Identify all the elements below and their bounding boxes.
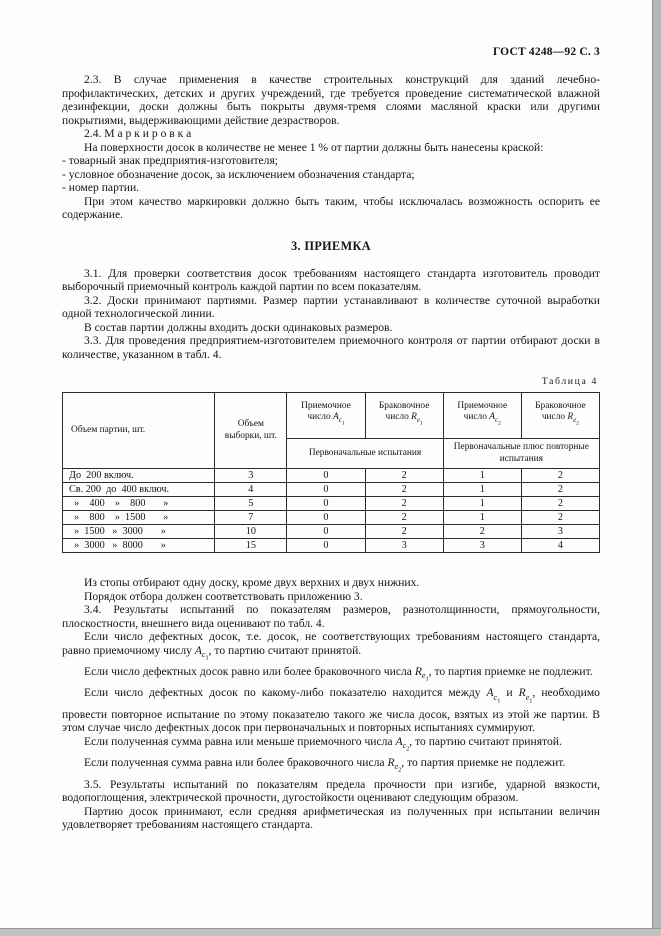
math-subscript: e — [573, 416, 577, 425]
page-header-doc-ref: ГОСТ 4248—92 С. 3 — [492, 46, 600, 58]
math-subscript-index: 1 — [205, 654, 209, 662]
header-label: Приемочное число — [457, 400, 508, 423]
cell-Ac1: 0 — [287, 539, 365, 553]
table-row — [63, 497, 600, 511]
table-caption: Таблица 4 — [541, 376, 598, 387]
cell-Re1: 3 — [365, 539, 443, 553]
list-item-batch-number: - номер партии. — [62, 181, 140, 194]
math-symbol: A — [489, 412, 495, 423]
cell-sample-size: 3 — [215, 469, 287, 483]
text-segment: Если полученная сумма равна или меньше приемочного числа — [84, 734, 396, 748]
math-subscript: c — [495, 416, 499, 425]
math-subscript-index: 1 — [529, 697, 533, 705]
cell-sample-size: 5 — [215, 497, 287, 511]
math-symbol: R — [518, 686, 526, 700]
paragraph-3-3: 3.3. Для проведения предприятием-изготовителем приемочного контроля от партии отбирают доски в количестве, указанном в табл. 4. — [62, 334, 600, 361]
col-header-acceptance-number-2 — [443, 393, 521, 439]
math-subscript: e — [416, 416, 420, 425]
cell-party-range: » 1500 » 3000 » — [63, 525, 215, 539]
math-symbol: A — [486, 686, 494, 700]
math-Ac2 — [395, 734, 410, 753]
cell-Ac2: 1 — [443, 511, 521, 525]
cell-Ac2: 1 — [443, 469, 521, 483]
math-Re1 — [518, 686, 533, 705]
math-subscript: c — [493, 692, 498, 702]
paragraph-sum-less-Ac2 — [62, 735, 600, 756]
cell-Re2: 2 — [521, 497, 599, 511]
math-symbol: A — [395, 734, 403, 748]
cell-sample-size: 4 — [215, 483, 287, 497]
paragraph-2-3: 2.3. В случае применения в качестве строительных конструкций для зданий лечебно-профилактических, детских и других учреждений, где требуется проведение систематической влажной дезинфекции, доски должны быть покрыты двумя-тремя слоями масляной краски или другими покрытиями, выдерживающими действие дезрастворов. — [62, 73, 600, 127]
math-symbol: R — [387, 756, 395, 770]
col-header-initial-plus-repeat-tests: Первоначальные плюс повторные испытания — [443, 439, 599, 469]
math-Re2 — [387, 756, 402, 775]
cell-Ac1: 0 — [287, 511, 365, 525]
cell-Ac1: 0 — [287, 525, 365, 539]
cell-party-range: Св. 200 до 400 включ. — [63, 483, 215, 497]
paragraph-3-1: 3.1. Для проверки соответствия досок требованиям настоящего стандарта изготовитель проводит выборочный приемочный контроль каждой партии по всем показателям. — [62, 266, 600, 293]
math-Ac1 — [332, 412, 345, 427]
paragraph-batch-acceptance-criterion: Партию досок принимают, если средняя арифметическая из полученных при испытании величин удовлетворяет требованиям настоящего стандарта. — [62, 804, 600, 832]
math-Ac2 — [489, 412, 501, 427]
cell-Ac2: 2 — [443, 525, 521, 539]
math-subscript-index: 1 — [425, 675, 429, 683]
paragraph-stack-selection: Из стопы отбирают одну доску, кроме двух верхних и двух нижних. — [84, 576, 420, 589]
text-segment: и — [500, 686, 519, 700]
header-label: Браковочное число — [535, 400, 586, 423]
header-label: Приемочное число — [301, 400, 351, 423]
cell-Re1: 2 — [365, 511, 443, 525]
section-heading-acceptance: 3. ПРИЕМКА — [291, 238, 371, 253]
math-subscript: c — [338, 416, 342, 425]
table-row — [63, 483, 600, 497]
sampling-table — [62, 392, 600, 553]
list-item-trademark: - товарный знак предприятия-изготовителя; — [62, 154, 279, 167]
cell-sample-size: 10 — [215, 525, 287, 539]
math-symbol: R — [567, 412, 574, 423]
cell-Re2: 4 — [521, 539, 599, 553]
cell-Ac1: 0 — [287, 497, 365, 511]
paragraph-3-5: 3.5. Результаты испытаний по показателям предела прочности при изгибе, ударной вязкости, водопоглощения, электрической прочности, дугостойкости оценивают следующим образом. — [62, 777, 600, 805]
list-item-designation: - условное обозначение досок, за исключением обозначения стандарта; — [62, 167, 415, 181]
math-subscript-index: 2 — [398, 767, 402, 775]
cell-Re2: 3 — [521, 525, 599, 539]
paragraph-3-2: 3.2. Доски принимают партиями. Размер партии устанавливают в количестве суточной выработки одной технологической линии. — [62, 293, 600, 320]
col-header-sample-volume: Объем выборки, шт. — [215, 393, 287, 469]
cell-Re1: 2 — [365, 469, 443, 483]
text-segment: Если число дефектных досок по какому-либо показателю находится между — [84, 686, 487, 700]
cell-Ac2: 1 — [443, 497, 521, 511]
text-segment: , то партию считают принятой. — [208, 643, 362, 657]
text-segment: Если полученная сумма равна или более браковочного числа — [84, 756, 388, 770]
math-Ac1 — [194, 643, 209, 662]
cell-party-range: » 3000 » 8000 » — [63, 539, 215, 553]
cell-Ac1: 0 — [287, 469, 365, 483]
text-segment: , необходимо провести повторное испытание по этому показателю такого же числа досок, взятых из этой же партии. В этом случае число дефектных досок при первоначальных и повторных испытаниях суммируют. — [62, 686, 600, 735]
paragraph-between-Ac1-Re1 — [62, 686, 600, 734]
cell-party-range: » 400 » 800 » — [63, 497, 215, 511]
paragraph-defective-over-Re1 — [62, 665, 600, 686]
cell-Ac1: 0 — [287, 483, 365, 497]
col-header-initial-tests: Первоначальные испытания — [287, 439, 443, 469]
math-symbol: R — [414, 664, 422, 678]
math-subscript-index: 1 — [419, 420, 423, 427]
math-subscript-index: 2 — [406, 745, 410, 753]
paragraph-2-4-marking-heading: 2.4. М а р к и р о в к а — [84, 127, 192, 140]
table-row — [63, 511, 600, 525]
header-label: Браковочное число — [378, 400, 430, 423]
text-segment: , то партию считают принятой. — [409, 734, 562, 748]
paragraph-defective-equal-Ac1 — [62, 630, 600, 665]
math-subscript: e — [421, 671, 426, 681]
table-row — [63, 539, 600, 553]
math-subscript: e — [525, 692, 530, 702]
col-header-rejection-number-1 — [365, 393, 443, 439]
table-row — [63, 469, 600, 483]
math-subscript-index: 1 — [341, 420, 345, 427]
col-header-rejection-number-2 — [521, 393, 599, 439]
cell-Re1: 2 — [365, 483, 443, 497]
cell-Re1: 2 — [365, 497, 443, 511]
paragraph-marking-quality: При этом качество маркировки должно быть таким, чтобы исключалась возможность оспорить ее содержание. — [62, 194, 600, 221]
paragraph-marking-intro: На поверхности досок в количестве не менее 1 % от партии должны быть нанесены краской: — [84, 140, 544, 154]
table-row — [63, 525, 600, 539]
math-Re1 — [414, 664, 429, 683]
math-symbol: R — [411, 412, 417, 423]
cell-Re1: 2 — [365, 525, 443, 539]
paragraph-3-4: 3.4. Результаты испытаний по показателям размеров, разнотолщинности, прямоугольности, плоскостности, внешнего вида оценивают по табл. 4. — [62, 603, 600, 630]
col-header-party-volume: Объем партии, шт. — [63, 393, 215, 469]
math-Ac1 — [486, 686, 501, 705]
math-symbol: A — [332, 412, 339, 423]
text-segment: Если число дефектных досок равно или более браковочного числа — [84, 664, 415, 678]
math-Re2 — [567, 412, 580, 427]
cell-party-range: » 800 » 1500 » — [63, 511, 215, 525]
cell-Re2: 2 — [521, 483, 599, 497]
col-header-acceptance-number-1 — [287, 393, 365, 439]
cell-sample-size: 7 — [215, 511, 287, 525]
math-Re1 — [411, 412, 423, 427]
math-subscript-index: 2 — [576, 420, 580, 427]
text-segment: , то партия приемке не подлежит. — [401, 756, 566, 770]
math-subscript: c — [201, 649, 206, 659]
cell-Ac2: 1 — [443, 483, 521, 497]
cell-sample-size: 15 — [215, 539, 287, 553]
scan-edge-bottom — [0, 928, 661, 936]
cell-Re2: 2 — [521, 511, 599, 525]
table-header-row-top — [63, 393, 600, 439]
paragraph-batch-composition: В состав партии должны входить доски одинаковых размеров. — [84, 320, 393, 334]
math-subscript-index: 2 — [498, 420, 501, 427]
math-symbol: A — [194, 643, 202, 657]
scan-edge-right — [652, 0, 661, 936]
math-subscript: c — [402, 741, 407, 751]
cell-Re2: 2 — [521, 469, 599, 483]
math-subscript: e — [394, 762, 399, 772]
page-content — [62, 46, 600, 832]
paragraph-sum-over-Re2 — [62, 756, 600, 777]
text-segment: Если число дефектных досок, т.е. досок, не соответствующих требованиям настоящего стандарта, равно приемочному числу — [62, 630, 600, 657]
text-segment: , то партия приемке не подлежит. — [428, 664, 593, 678]
math-subscript-index: 1 — [497, 697, 501, 705]
cell-party-range: До 200 включ. — [63, 469, 215, 483]
paragraph-selection-order: Порядок отбора должен соответствовать приложению 3. — [84, 589, 363, 603]
cell-Ac2: 3 — [443, 539, 521, 553]
